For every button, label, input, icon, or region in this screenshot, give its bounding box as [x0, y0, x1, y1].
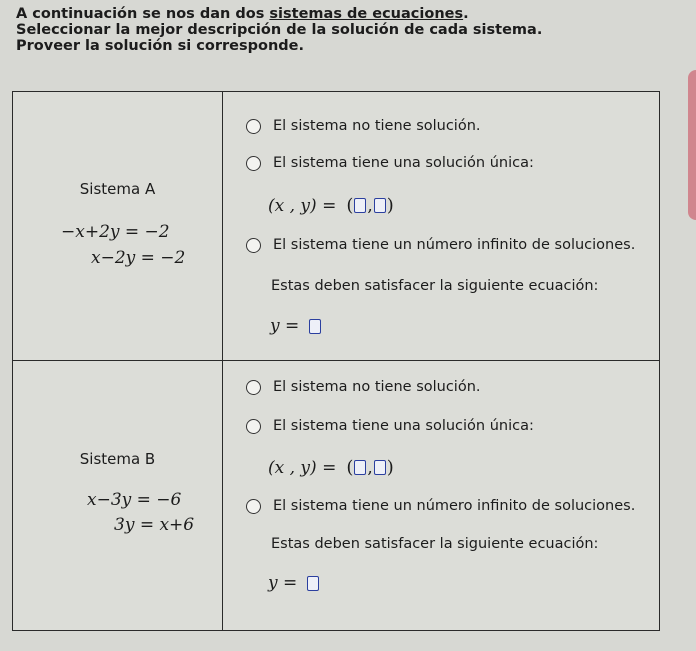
instruction-text: A continuación se nos dan dos: [16, 6, 270, 22]
system-a-equations-cell: [13, 92, 223, 360]
system-a-option-infinite[interactable]: [246, 237, 635, 253]
paren-open: (: [346, 195, 354, 216]
system-a-equation-1: −x+2y = −2: [61, 222, 170, 242]
radio-button[interactable]: [246, 238, 261, 253]
system-a-equation-note: Estas deben satisfacer la siguiente ecuación:: [271, 278, 599, 294]
paren-close: ): [386, 195, 394, 216]
system-a-option-no-solution[interactable]: [246, 118, 481, 134]
instruction-line-1: [16, 6, 542, 22]
system-b-row: [13, 360, 659, 630]
system-a-pair-row: [268, 195, 394, 216]
paren-open: (: [346, 457, 354, 478]
system-b-option-no-solution[interactable]: [246, 379, 481, 395]
system-a-y-input[interactable]: [374, 198, 386, 213]
option-label: El sistema no tiene solución.: [273, 379, 481, 395]
system-b-y-input[interactable]: [374, 460, 386, 475]
pair-label: (x , y) =: [268, 457, 337, 478]
instructions: [16, 6, 542, 54]
system-a-equation-2: x−2y = −2: [91, 248, 186, 268]
radio-button[interactable]: [246, 419, 261, 434]
systems-link[interactable]: sistemas de ecuaciones: [269, 6, 464, 22]
system-b-equations-cell: [13, 360, 223, 630]
option-label: El sistema tiene un número infinito de soluciones.: [273, 237, 636, 253]
option-label: El sistema tiene una solución única:: [273, 418, 534, 434]
system-a-y-equation-input[interactable]: [309, 319, 321, 334]
system-a-y-row: [270, 316, 322, 336]
option-label: El sistema tiene un número infinito de soluciones.: [273, 498, 636, 514]
comma: ,: [367, 195, 373, 216]
instruction-line-3: Proveer la solución si corresponde.: [16, 38, 305, 54]
system-a-option-unique[interactable]: [246, 155, 534, 171]
system-b-y-equation-input[interactable]: [307, 576, 319, 591]
system-a-x-input[interactable]: [354, 198, 366, 213]
side-tab-decoration: [688, 70, 696, 220]
system-a-row: [13, 92, 659, 361]
pair-label: (x , y) =: [268, 195, 337, 216]
system-b-option-unique[interactable]: [246, 418, 534, 434]
comma: ,: [367, 457, 373, 478]
radio-button[interactable]: [246, 119, 261, 134]
system-b-pair-row: [268, 457, 394, 478]
radio-button[interactable]: [246, 380, 261, 395]
instruction-line-2: Seleccionar la mejor descripción de la solución de cada sistema.: [16, 22, 543, 38]
paren-close: ): [386, 457, 394, 478]
option-label: El sistema tiene una solución única:: [273, 155, 534, 171]
system-a-title: Sistema A: [79, 180, 156, 198]
system-b-equation-note: Estas deben satisfacer la siguiente ecuación:: [271, 536, 599, 552]
system-b-equation-1: x−3y = −6: [87, 490, 182, 510]
y-label: y =: [268, 573, 298, 593]
system-b-y-row: [268, 573, 320, 593]
systems-table: [12, 91, 660, 631]
system-b-title: Sistema B: [79, 450, 156, 468]
system-b-options-cell: [222, 360, 659, 630]
radio-button[interactable]: [246, 499, 261, 514]
radio-button[interactable]: [246, 156, 261, 171]
system-b-option-infinite[interactable]: [246, 498, 635, 514]
option-label: El sistema no tiene solución.: [273, 118, 481, 134]
system-b-x-input[interactable]: [354, 460, 366, 475]
system-b-equation-2: 3y = x+6: [114, 515, 195, 535]
instruction-period: .: [463, 6, 469, 22]
y-label: y =: [270, 316, 300, 336]
system-a-options-cell: [222, 92, 659, 360]
